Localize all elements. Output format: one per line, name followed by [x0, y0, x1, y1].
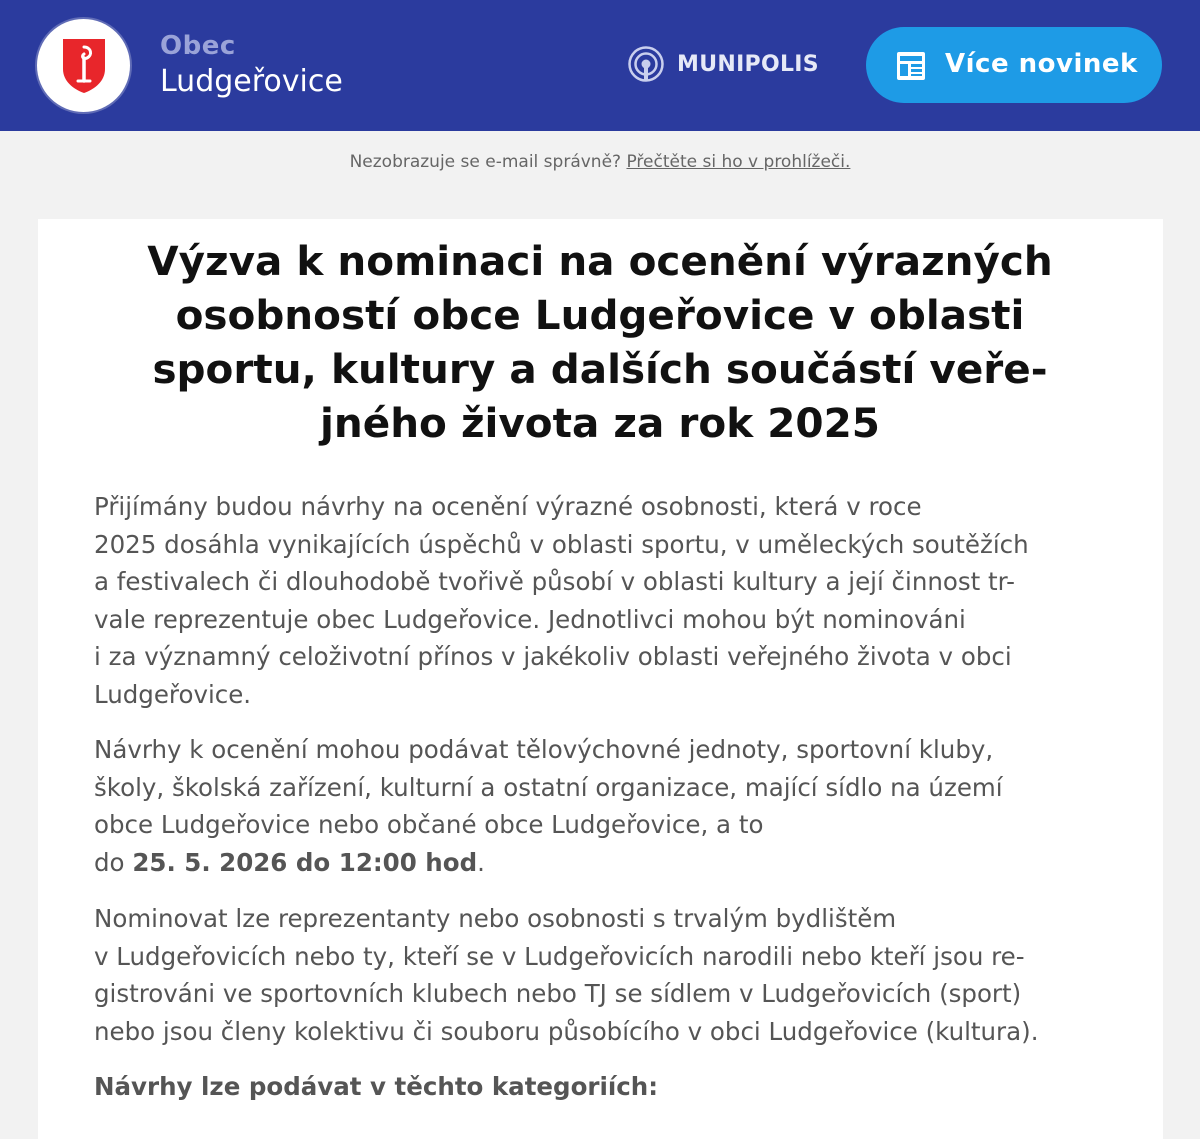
browser-view-notice	[0, 152, 1200, 172]
deadline-suffix: .	[477, 847, 485, 877]
article-title	[92, 234, 1108, 450]
deadline-date: 25. 5. 2026 do 12:00 hod	[132, 847, 478, 877]
brand-name: Ludgeřovice	[160, 64, 343, 99]
paragraph-line: Návrhy k ocenění mohou podávat tělovýchovné jednoty, sportovní kluby,	[94, 735, 994, 764]
munipolis-wordmark: MUNIPOLIS	[677, 52, 819, 77]
paragraph-line: 2025 dosáhla vynikajících úspěchů v oblasti sportu, v uměleckých soutěžích	[94, 529, 1029, 559]
deadline-prefix: do	[94, 847, 133, 877]
paragraph-line: nebo jsou členy kolektivu či souboru působícího v obci Ludgeřovice (kultura).	[94, 1016, 1039, 1046]
article-paragraph-submission	[94, 731, 1114, 881]
paragraph-line: Přijímány budou návrhy na ocenění výrazné osobnosti, která v roce	[94, 492, 922, 521]
paragraph-line: gistrováni ve sportovních klubech nebo TJ se sídlem v Ludgeřovicích (sport)	[94, 979, 1022, 1008]
article-paragraph-eligibility	[94, 900, 1114, 1050]
brand-prefix: Obec	[160, 31, 236, 61]
paragraph-line: i za významný celoživotní přínos v jakékoliv oblasti veřejného života v obci	[94, 642, 1012, 671]
title-line: Výzva k nominaci na ocenění výrazných	[147, 237, 1053, 285]
categories-heading: Návrhy lze podávat v těchto kategoriích:	[94, 1072, 659, 1101]
more-news-label: Více novinek	[945, 49, 1138, 79]
notice-text: Nezobrazuje se e-mail správně?	[349, 152, 622, 172]
newspaper-icon	[895, 50, 927, 82]
title-line: sportu, kultury a dalších součástí veře-	[152, 345, 1048, 393]
title-line: osobností obce Ludgeřovice v oblasti	[175, 291, 1025, 339]
more-news-button[interactable]	[866, 27, 1162, 103]
paragraph-line: vale reprezentuje obec Ludgeřovice. Jednotlivci mohou být nominováni	[94, 604, 966, 634]
munipolis-broadcast-icon	[627, 45, 665, 83]
municipal-crest-icon	[59, 35, 109, 95]
paragraph-line: Ludgeřovice.	[94, 679, 252, 709]
email-header	[0, 0, 1200, 131]
article-paragraph-intro	[94, 488, 1114, 713]
paragraph-line: školy, školská zařízení, kulturní a ostatní organizace, mající sídlo na území	[94, 772, 1003, 802]
paragraph-line: a festivalech či dlouhodobě tvořivě působí v oblasti kultury a její činnost tr-	[94, 567, 1015, 596]
title-line: jného života za rok 2025	[320, 399, 880, 447]
paragraph-line: Nominovat lze reprezentanty nebo osobnosti s trvalým bydlištěm	[94, 904, 897, 933]
paragraph-line: obce Ludgeřovice nebo občané obce Ludgeřovice, a to	[94, 810, 764, 839]
municipal-crest-logo[interactable]	[37, 19, 130, 112]
paragraph-line: v Ludgeřovicích nebo ty, kteří se v Ludgeřovicích narodili nebo kteří jsou re-	[94, 941, 1025, 971]
view-in-browser-link[interactable]: Přečtěte si ho v prohlížeči.	[626, 152, 851, 172]
